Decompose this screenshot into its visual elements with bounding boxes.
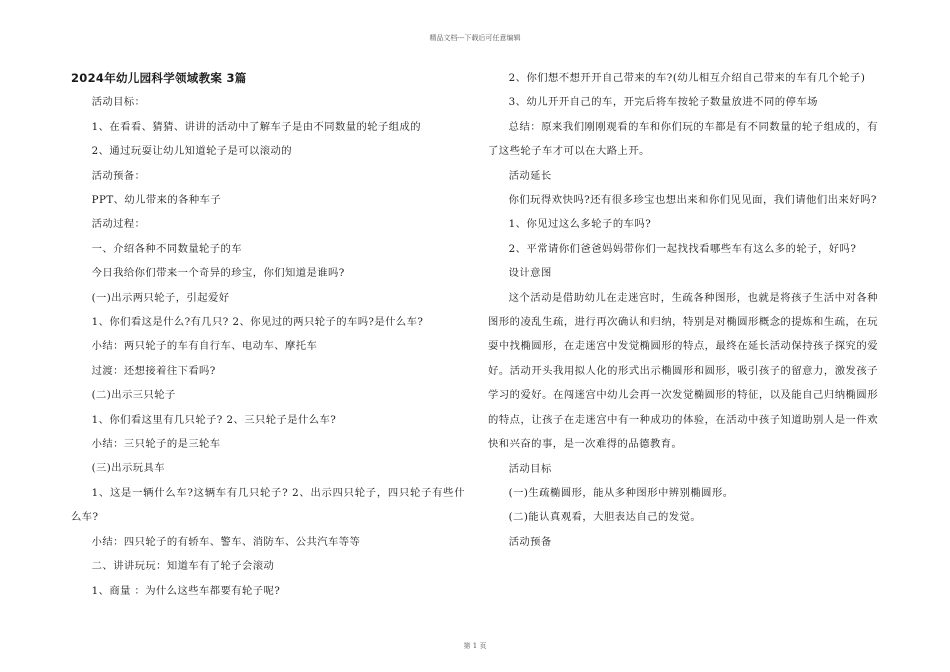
paragraph: 活动延长 bbox=[508, 169, 552, 182]
paragraph: 小结：三只轮子的是三轮车 bbox=[91, 438, 221, 451]
paragraph: 设计意图 bbox=[508, 267, 552, 280]
paragraph: (二)出示三只轮子 bbox=[91, 389, 176, 402]
paragraph: 总结：原来我们刚刚观看的车和你们玩的车都是有不同数量的轮子组成的，有了这些轮子车才可以在大路上开。 bbox=[488, 120, 878, 158]
document-title: 2024年幼儿园科学领域教案 3篇 bbox=[71, 71, 247, 85]
page-number: 第 1 页 bbox=[463, 642, 487, 650]
left-column bbox=[71, 66, 465, 603]
paragraph: 这个活动是借助幼儿在走迷宫时，生疏各种图形，也就是将孩子生活中对各种图形的凌乱生疏，进行再次确认和归纳，特别是对椭圆形概念的提炼和生疏，在玩耍中找椭圆形，在走迷宫中发觉椭圆形的特点，最终在延长活动保持孩子探究的爱好。活动开头我用拟人化的形式出示椭圆形和圆形，吸引孩子的留意力，激发孩子学习的爱好。在闯迷宫中幼儿会再一次发觉椭圆形的特征，以及能自己归纳椭圆形的特点，让孩子在走迷宫中有一种成功的体验，在活动中孩子知道助别人是一件欢快和兴奋的事，是一次难得的品德教育。 bbox=[488, 291, 878, 451]
paragraph: 活动预备： bbox=[91, 169, 146, 182]
paragraph: 1、你们看这里有几只轮子? 2、三只轮子是什么车? bbox=[91, 413, 337, 426]
right-column bbox=[488, 66, 878, 554]
paragraph: 2、通过玩耍让幼儿知道轮子是可以滚动的 bbox=[91, 145, 293, 158]
paragraph: 活动过程： bbox=[91, 218, 146, 231]
paragraph: 一、介绍各种不同数量轮子的车 bbox=[91, 242, 243, 255]
paragraph: 2、平常请你们爸爸妈妈带你们一起找找看哪些车有这么多的轮子，好吗? bbox=[508, 242, 857, 255]
paragraph: 活动预备 bbox=[508, 535, 552, 548]
paragraph: 1、在看看、猜猜、讲讲的活动中了解车子是由不同数量的轮子组成的 bbox=[91, 120, 421, 133]
paragraph: 1、商量 ：为什么这些车都要有轮子呢? bbox=[91, 584, 281, 597]
paragraph: (二)能认真观看，大胆表达自己的发觉。 bbox=[508, 511, 702, 524]
paragraph: 1、你见过这么多轮子的车吗? bbox=[508, 218, 652, 231]
paragraph: 你们玩得欢快吗?还有很多珍宝也想出来和你们见见面，我们请他们出来好吗? bbox=[508, 194, 877, 207]
paragraph: (一)出示两只轮子，引起爱好 bbox=[91, 291, 230, 304]
paragraph: 过渡：还想接着往下看吗? bbox=[91, 364, 216, 377]
paragraph: 3、幼儿开开自己的车，开完后将车按轮子数量放进不同的停车场 bbox=[508, 96, 818, 109]
paragraph: PPT、幼儿带来的各种车子 bbox=[91, 194, 222, 207]
left-column-body bbox=[71, 90, 465, 603]
paragraph: 活动目标： bbox=[91, 96, 146, 109]
right-column-body bbox=[488, 66, 878, 554]
paragraph: 活动目标 bbox=[508, 462, 552, 475]
paragraph: (一)生疏椭圆形，能从多种图形中辨别椭圆形。 bbox=[508, 486, 734, 499]
paragraph: 小结：四只轮子的有轿车、警车、消防车、公共汽车等等 bbox=[91, 535, 361, 548]
paragraph: 1、你们看这是什么?有几只? 2、你见过的两只轮子的车吗?是什么车? bbox=[91, 316, 424, 329]
paragraph: 今日我给你们带来一个奇异的珍宝，你们知道是谁吗? bbox=[91, 267, 345, 280]
paragraph: 二、讲讲玩玩：知道车有了轮子会滚动 bbox=[91, 560, 275, 573]
page-header: 精品文档---下载后可任意编辑 bbox=[429, 34, 521, 42]
paragraph: 小结：两只轮子的车有自行车、电动车、摩托车 bbox=[91, 340, 318, 353]
paragraph: (三)出示玩具车 bbox=[91, 462, 166, 475]
paragraph: 2、你们想不想开开自己带来的车?(幼儿相互介绍自己带来的车有几个轮子) bbox=[508, 72, 866, 84]
paragraph: 1、这是一辆什么车?这辆车有几只轮子? 2、出示四只轮子，四只轮子有些什么车? bbox=[71, 486, 465, 524]
